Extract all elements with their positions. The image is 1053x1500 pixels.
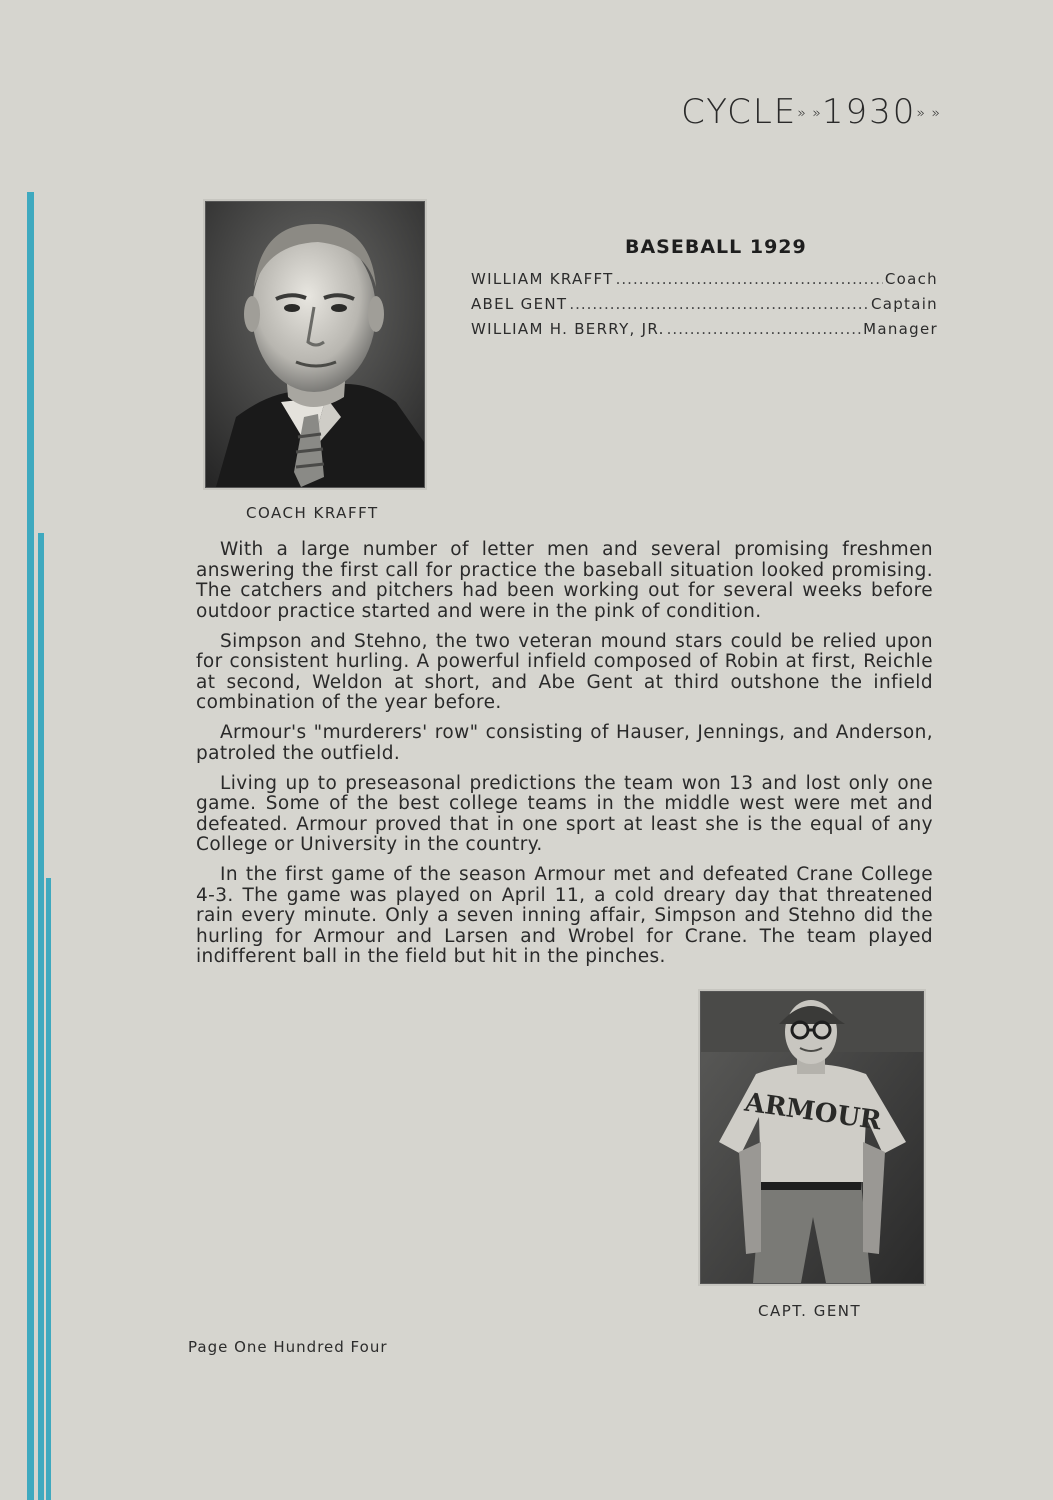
jersey-lettering: ARMOUR (742, 1087, 884, 1137)
roster-role: Coach (884, 270, 938, 288)
paragraph: Living up to preseasonal predictions the team won 13 and lost only one game. Some of the best college teams in the middle west were met and defeated. Armour proved that in one sport at least she is the equal of any College or University in the country. (196, 772, 933, 855)
roster-row (471, 295, 938, 320)
paragraph: In the first game of the season Armour met and defeated Crane College 4-3. The game was played on April 11, a cold dreary day that threatened rain every minute. Only a seven inning affair, Simpson and Stehno did the hurling for Armour and Larsen and Wrobel for Crane. The team played indifferent ball in the field but hit in the pinches. (196, 864, 933, 967)
coach-photo (205, 201, 425, 488)
paragraph: Simpson and Stehno, the two veteran mound stars could be relied upon for consistent hurling. A powerful infield composed of Robin at first, Reichle at second, Weldon at short, and Abe Gent at third outshone the infield combination of the year before. (196, 630, 933, 713)
roster-row (471, 270, 938, 295)
paragraph: Armour's "murderers' row" consisting of Hauser, Jennings, and Anderson, patroled the outfield. (196, 722, 933, 764)
roster-name: WILLIAM KRAFFT (471, 270, 614, 288)
article-body (196, 540, 933, 977)
roster-role: Captain (870, 295, 938, 313)
paragraph: With a large number of letter men and several promising freshmen answering the first call for practice the baseball situation looked promising. The catchers and pitchers had been working out for several weeks before outdoor practice started and were in the pink of condition. (196, 539, 933, 622)
roster-role: Manager (863, 320, 938, 338)
header-mark: » » (797, 105, 822, 122)
captain-portrait-image (701, 992, 923, 1283)
dot-leader (667, 320, 861, 338)
roster-title: BASEBALL 1929 (625, 236, 807, 258)
coach-portrait-image (206, 202, 424, 487)
captain-caption: CAPT. GENT (758, 1302, 862, 1320)
captain-photo (700, 991, 924, 1284)
coach-caption: COACH KRAFFT (246, 504, 379, 522)
decorative-bar (46, 878, 51, 1500)
dot-leader (616, 270, 883, 288)
dot-leader (569, 295, 869, 313)
page-footer: Page One Hundred Four (188, 1338, 388, 1356)
header-year: 1930 (821, 92, 917, 132)
header-cycle: CYCLE (681, 92, 798, 132)
decorative-bar (27, 192, 34, 1500)
decorative-bar (38, 533, 44, 1500)
header-mark: » » (916, 105, 941, 122)
roster-name: ABEL GENT (471, 295, 568, 313)
roster-row (471, 320, 938, 345)
roster-list (471, 270, 938, 345)
roster-name: WILLIAM H. BERRY, JR. (471, 320, 665, 338)
page-header (681, 92, 941, 132)
